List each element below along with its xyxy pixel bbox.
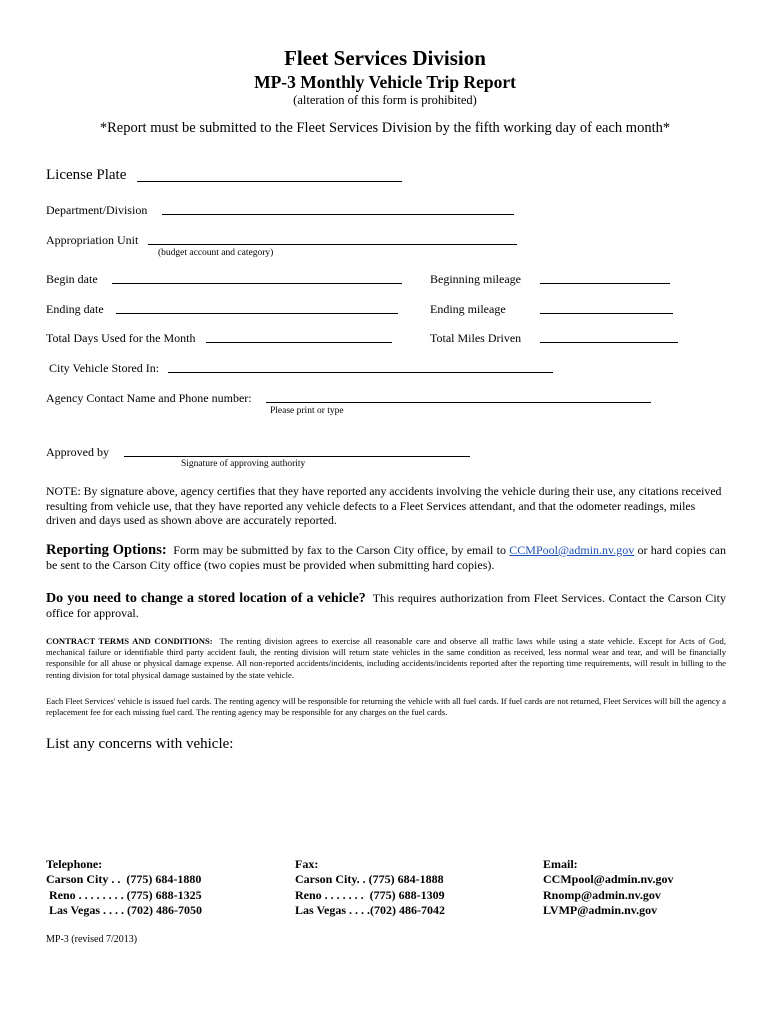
reporting-email-link[interactable]: CCMPool@admin.nv.gov — [509, 543, 635, 557]
email-contacts — [543, 857, 674, 918]
form-subtitle: MP-3 Monthly Vehicle Trip Report — [254, 72, 516, 92]
fuel-card-terms: Each Fleet Services' vehicle is issued fuel cards. The renting agency will be responsible for returning the vehicle with all fuel cards. If fuel cards are not returned, Fleet Services will bill the agency a replacement fee for each missing fuel card. The renting agency may be responsible for any charges on the fuel cards. — [46, 696, 726, 718]
ending-date-field[interactable] — [116, 313, 398, 314]
contract-text: The renting division agrees to exercise all reasonable care and observe all traffic laws while using a state vehicle. Except for Acts of God, mechanical failure or identifiable third party accident fault, the renting division will return state vehicles in the same condition as received, less normal wear and tear, and will be financially responsible for all abuse or physical damage expense. All non-reported accidents/incidents, including accidents/incidents reported after the reporting time requirements, will result in billing to the renting division for total physical damage sustained by the state vehicle. — [46, 636, 726, 680]
agency-contact-field[interactable] — [266, 402, 651, 403]
begin-date-label: Begin date — [46, 272, 98, 286]
city-stored-label: City Vehicle Stored In: — [49, 361, 160, 375]
alteration-notice: (alteration of this form is prohibited) — [293, 93, 477, 107]
fax-line: Las Vegas . . . .(702) 486-7042 — [295, 902, 446, 917]
concerns-area[interactable] — [46, 760, 726, 850]
telephone-line: Carson City . . (775) 684-1880 — [46, 872, 202, 887]
reporting-text-2: or hard copies can be sent to the Carson City office (two copies must be provided when submitting hard copies). — [46, 543, 726, 572]
appropriation-field[interactable] — [148, 244, 517, 245]
department-field[interactable] — [162, 214, 514, 215]
reporting-heading: Reporting Options: — [46, 542, 167, 558]
department-label: Department/Division — [46, 203, 148, 217]
agency-contact-hint: Please print or type — [270, 406, 344, 416]
stored-location-heading: Do you need to change a stored location of a vehicle? — [46, 591, 366, 606]
total-miles-field[interactable] — [540, 342, 678, 343]
signature-field[interactable] — [124, 456, 470, 457]
total-miles-label: Total Miles Driven — [430, 331, 522, 345]
ending-mileage-label: Ending mileage — [430, 302, 506, 316]
beginning-mileage-field[interactable] — [540, 283, 670, 284]
email-line[interactable]: LVMP@admin.nv.gov — [543, 902, 658, 917]
stored-location-section — [46, 591, 726, 621]
form-revision: MP-3 (revised 7/2013) — [46, 934, 138, 945]
fax-line: Carson City. . (775) 684-1888 — [295, 872, 444, 887]
total-days-field[interactable] — [206, 342, 392, 343]
telephone-line: Las Vegas . . . . (702) 486-7050 — [46, 902, 203, 917]
begin-date-field[interactable] — [112, 283, 402, 284]
page-title: Fleet Services Division — [284, 46, 486, 70]
telephone-heading: Telephone: — [46, 857, 103, 871]
city-stored-field[interactable] — [168, 372, 553, 373]
ending-date-label: Ending date — [46, 302, 104, 316]
telephone-line: Reno . . . . . . . . (775) 688-1325 — [46, 887, 202, 902]
fax-heading: Fax: — [295, 857, 319, 871]
concerns-label: List any concerns with vehicle: — [46, 736, 234, 752]
signature-hint: Signature of approving authority — [181, 459, 306, 469]
reporting-text: Form may be submitted by fax to the Carson City office, by email to — [173, 543, 507, 557]
contract-terms — [46, 636, 726, 681]
total-days-label: Total Days Used for the Month — [46, 331, 196, 345]
stored-location-text: This requires authorization from Fleet Services. Contact the Carson City office for approval. — [46, 591, 726, 620]
contract-heading: CONTRACT TERMS AND CONDITIONS: — [46, 636, 213, 646]
email-heading: Email: — [543, 857, 578, 871]
submission-notice: *Report must be submitted to the Fleet Services Division by the fifth working day of each month* — [99, 120, 671, 136]
certification-note: NOTE: By signature above, agency certifies that they have reported any accidents involving the vehicle during their use, any citations received resulting from vehicle use, that they have reported any vehicle defects to a Fleet Services attendant, and that the odometer readings, miles driven and days used as shown above are accurately reported. — [46, 484, 722, 528]
reporting-options — [46, 543, 726, 573]
email-line[interactable]: CCMpool@admin.nv.gov — [543, 872, 674, 887]
appropriation-label: Appropriation Unit — [46, 233, 139, 247]
fax-contacts — [295, 857, 445, 918]
license-plate-label: License Plate — [46, 167, 127, 183]
license-plate-field[interactable] — [137, 181, 402, 182]
telephone-contacts — [46, 857, 202, 918]
ending-mileage-field[interactable] — [540, 313, 673, 314]
approved-by-label: Approved by — [46, 445, 109, 459]
agency-contact-label: Agency Contact Name and Phone number: — [46, 391, 252, 405]
beginning-mileage-label: Beginning mileage — [430, 272, 521, 286]
email-line[interactable]: Rnomp@admin.nv.gov — [543, 887, 661, 902]
appropriation-hint: (budget account and category) — [158, 248, 274, 258]
fax-line: Reno . . . . . . . (775) 688-1309 — [295, 887, 445, 902]
